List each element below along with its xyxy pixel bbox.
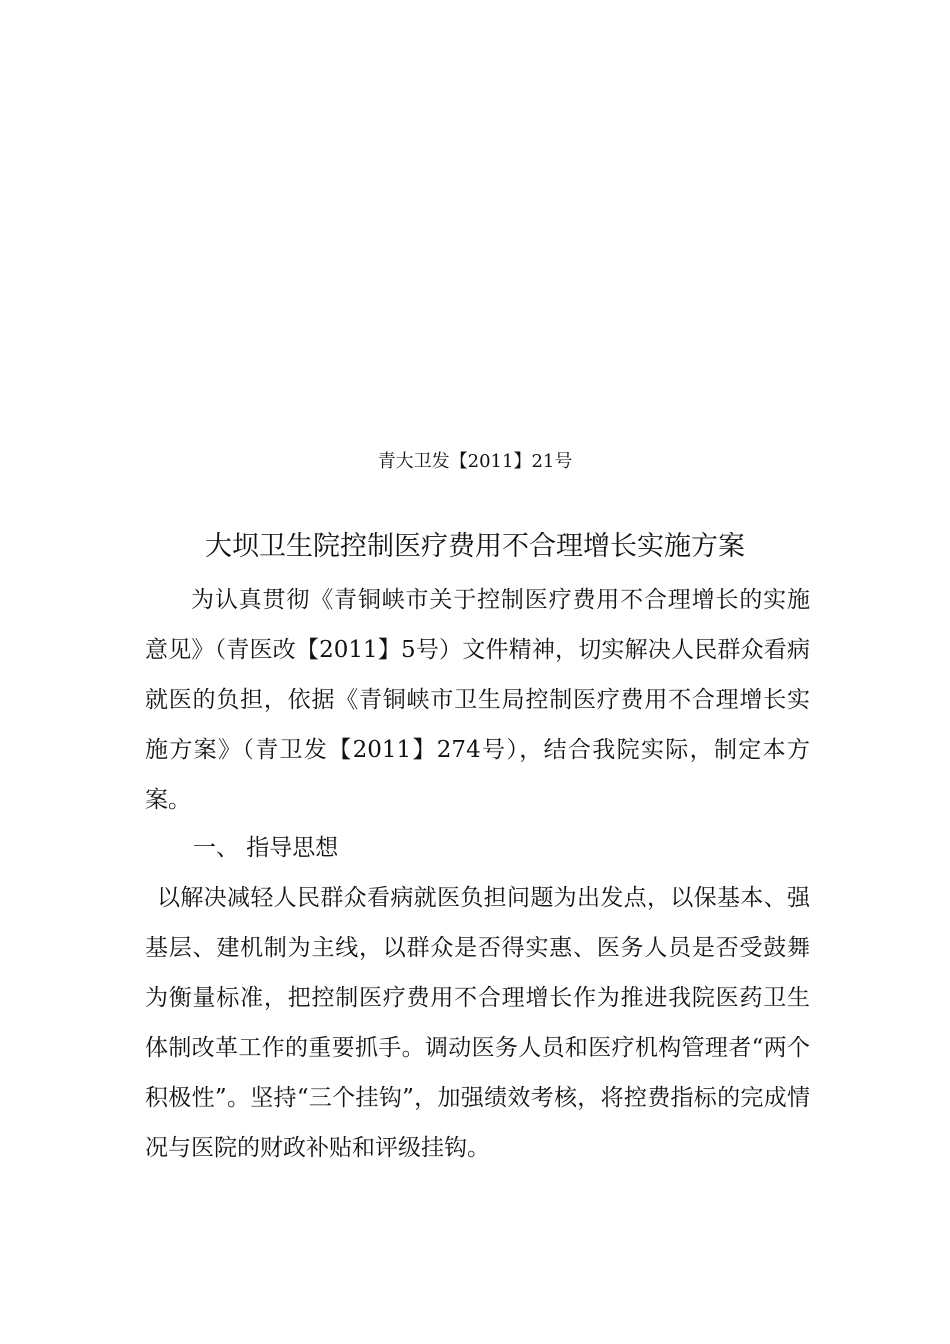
intro-paragraph: 为认真贯彻《青铜峡市关于控制医疗费用不合理增长的实施意见》（青医改【2011】5号）文件精神，切实解决人民群众看病就医的负担，依据《青铜峡市卫生局控制医疗费用不合理增长实施方案》（青卫发【2011】274号），结合我院实际，制定本方案。 <box>145 587 810 813</box>
guiding-ideology-paragraph: 以解决减轻人民群众看病就医负担问题为出发点，以保基本、强基层、建机制为主线，以群众是否得实惠、医务人员是否受鼓舞为衡量标准，把控制医疗费用不合理增长作为推进我院医药卫生体制改革工作的重要抓手。调动医务人员和医疗机构管理者“两个积极性”。坚持“三个挂钩”，加强绩效考核，将控费指标的完成情况与医院的财政补贴和评级挂钩。 <box>145 885 810 1161</box>
document-number: 青大卫发【2011】21号 <box>377 451 573 472</box>
section-heading-guiding-ideology: 一、 指导思想 <box>193 835 339 861</box>
document-title: 大坝卫生院控制医疗费用不合理增长实施方案 <box>205 531 745 562</box>
